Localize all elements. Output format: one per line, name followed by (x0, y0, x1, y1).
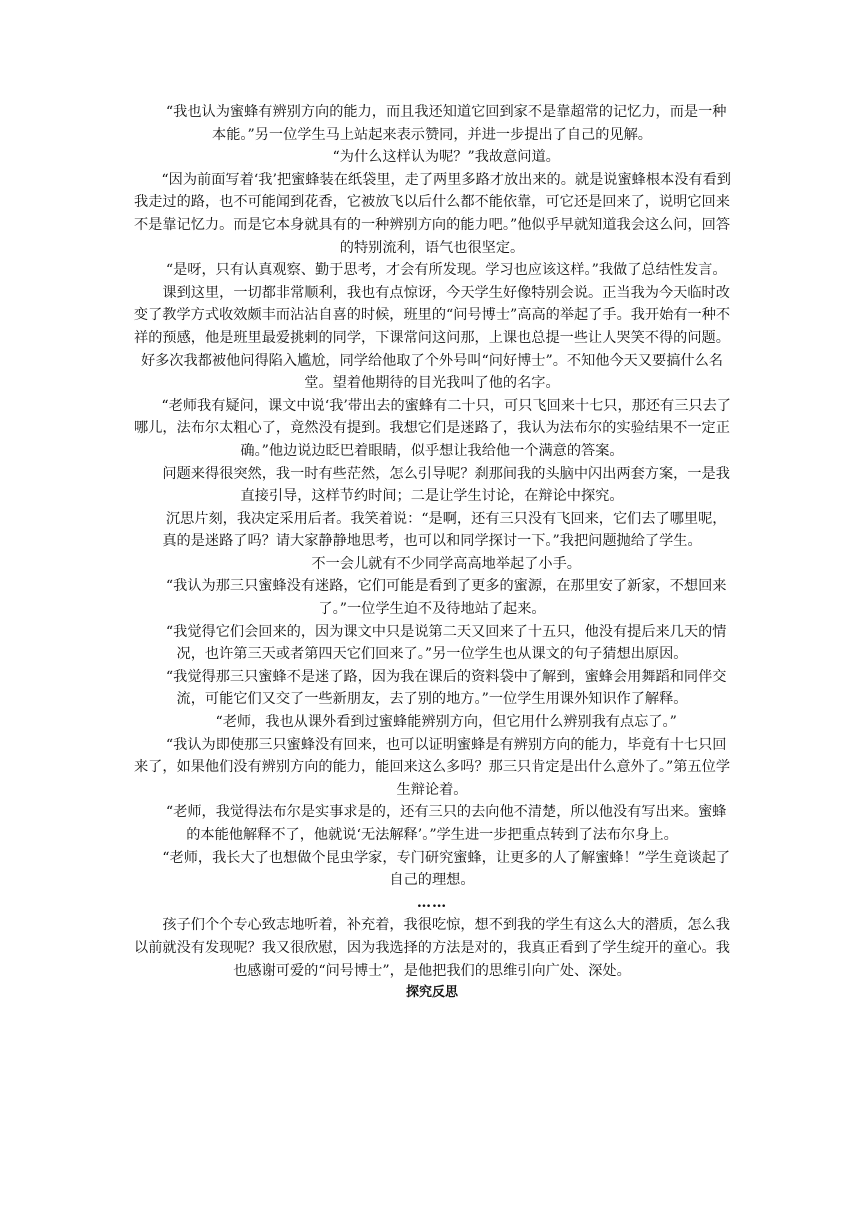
paragraph-hands-raised: 不一会儿就有不少同学高高地举起了小手。 (283, 555, 581, 572)
paragraph-two-plans: 问题来得很突然，我一时有些茫然，怎么引导呢？刹那间我的头脑中闪出两套方案，一是我直接引导，这样节约时间；二是让学生讨论，在辩论中探究。 (134, 465, 730, 505)
paragraph-entomologist: “老师，我长大了也想做个昆虫学家，专门研究蜜蜂，让更多的人了解蜜蜂！”学生竟谈起了自己的理想。 (133, 849, 731, 889)
paragraph-forgot: “老师，我也从课外看到过蜜蜂能辨别方向，但它用什么辨别我有点忘了。” (187, 714, 677, 731)
paragraph-question-doctor: 课到这里，一切都非常顺利，我也有点惊讶，今天学生好像特别会说。正当我为今天临时改变了教学方式收效颇丰而沾沾自喜的时候，班里的“问号博士”高高的举起了手。我开始有一种不祥的预感，他是班里最爱挑剌的同学，下课常问这问那，上课也总提一些让人哭笑不得的问题。好多次我都被他问得陷入尴尬，同学给他取了个外号叫“问好博士”。不知他今天又要搞什么名堂。望着他期待的目光我叫了他的名字。 (133, 284, 731, 392)
paragraph-doubt: “老师我有疑问，课文中说‘我’带出去的蜜蜂有二十只，可只飞回来十七只，那还有三只去了哪儿，法布尔太粗心了，竟然没有提到。我想它们是迷路了，我认为法布尔的实验结果不一定正确。”他边说边眨巴着眼睛，似乎想让我给他一个满意的答案。 (133, 397, 731, 459)
document-body (132, 101, 732, 1005)
paragraph-new-home: “我认为那三只蜜蜂没有迷路，它们可能是看到了更多的蜜源，在那里安了新家，不想回来了。”一位学生迫不及待地站了起来。 (137, 578, 727, 618)
ellipsis-separator: …… (416, 894, 448, 911)
paragraph-teacher-question: “为什么这样认为呢？”我故意问道。 (304, 149, 560, 166)
paragraph-will-return: “我觉得它们会回来的，因为课文中只是说第二天又回来了十五只，他没有提后来几天的情况，也许第三天或者第四天它们回来了。”另一位学生也从课文的句子猜想出原因。 (137, 623, 727, 663)
paragraph-agree-instinct: “我也认为蜜蜂有辨别方向的能力，而且我还知道它回到家不是靠超常的记忆力，而是一种本能。”另一位学生马上站起来表示赞同，并进一步提出了自己的见解。 (137, 104, 727, 143)
paragraph-discussion: 沉思片刻，我决定采用后者。我笑着说：“是啊，还有三只没有飞回来，它们去了哪里呢，真的是迷路了吗？请大家静静地思考，也可以和同学探讨一下。”我把问题抛给了学生。 (137, 510, 727, 550)
section-heading: 探究反思 (405, 985, 458, 1001)
paragraph-dance: “我觉得那三只蜜蜂不是迷了路，因为我在课后的资料袋中了解到，蜜蜂会用舞蹈和同伴交流，可能它们又交了一些新朋友，去了别的地方。”一位学生用课外知识作了解释。 (137, 668, 727, 708)
paragraph-teacher-summary: “是呀，只有认真观察、勤于思考，才会有所发现。学习也应该这样。”我做了总结性发言。 (137, 262, 727, 279)
paragraph-student-reason: “因为前面写着‘我’把蜜蜂装在纸袋里，走了两里多路才放出来的。就是说蜜蜂根本没有看到我走过的路，也不可能闻到花香，它被放飞以后什么都不能依靠，可它还是回来了，说明它回来不是靠记忆力。而是它本身就具有的一种辨别方向的能力吧。”他似乎早就知道我会这么问，回答的特别流利，语气也很坚定。 (133, 171, 731, 256)
paragraph-fabre-honest: “老师，我觉得法布尔是实事求是的，还有三只的去向他不清楚，所以他没有写出来。蜜蜂的本能他解释不了，他就说‘无法解释’。”学生进一步把重点转到了法布尔身上。 (137, 804, 727, 843)
paragraph-seventeen: “我认为即使那三只蜜蜂没有回来，也可以证明蜜蜂是有辨别方向的能力，毕竟有十七只回来了，如果他们没有辨别方向的能力，能回来这么多吗？那三只肯定是出什么意外了。”第五位学生辩论着。 (133, 736, 731, 798)
paragraph-closing: 孩子们个个专心致志地听着，补充着，我很吃惊，想不到我的学生有这么大的潜质，怎么我以前就没有发现呢？我又很欣慰，因为我选择的方法是对的，我真正看到了学生绽开的童心。我也感谢可爱的“问号博士”，是他把我们的思维引向广处、深处。 (134, 917, 730, 979)
